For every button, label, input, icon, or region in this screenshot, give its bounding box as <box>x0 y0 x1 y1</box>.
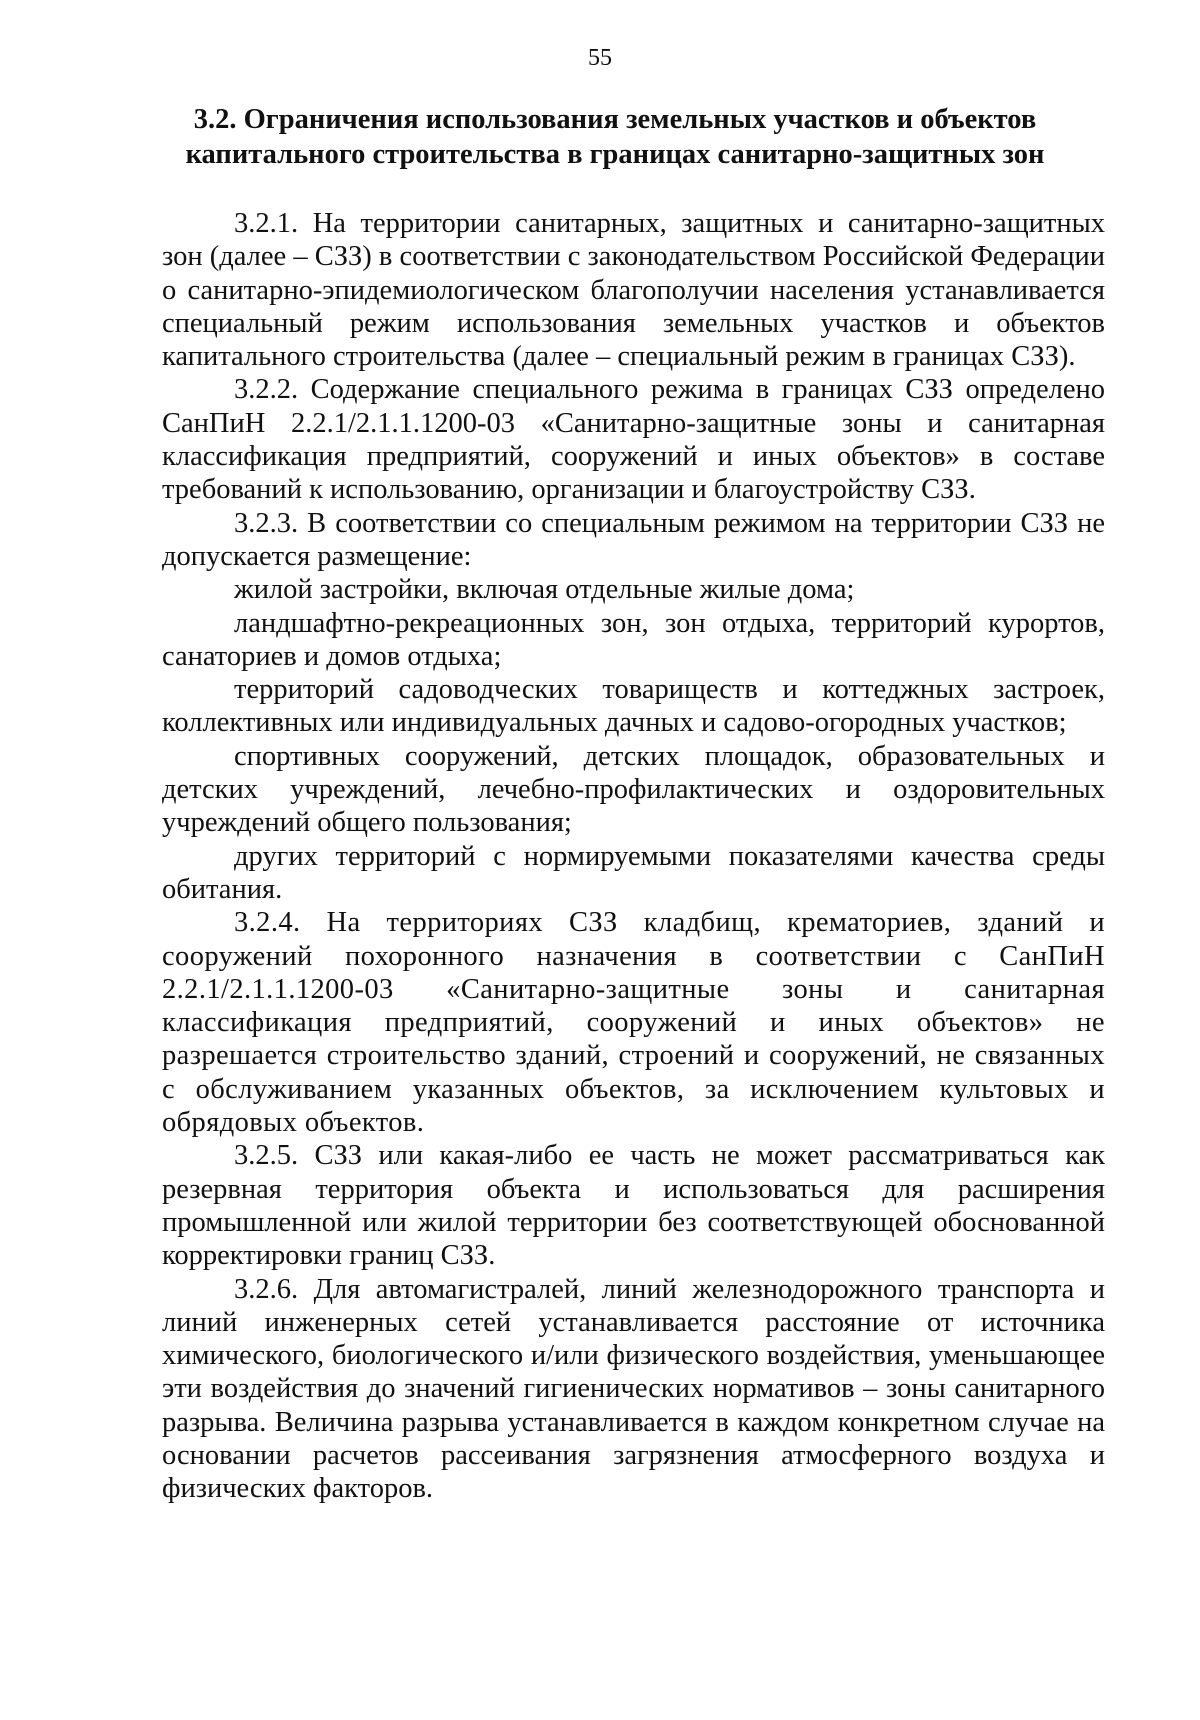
section-heading: 3.2. Ограничения использования земельных участков и объектов капитального строительства в границах санитарно-защитных зон <box>185 104 1045 170</box>
paragraph-3-2-3: 3.2.3. В соответствии со специальным режимом на территории СЗЗ не допускается размещение: <box>162 507 1105 572</box>
list-item-gardening: территорий садоводческих товариществ и коттеджных застроек, коллективных или индивидуальных дачных и садово-огородных участков; <box>162 674 1105 739</box>
list-item-residential: жилой застройки, включая отдельные жилые дома; <box>234 574 855 606</box>
paragraph-3-2-1: 3.2.1. На территории санитарных, защитных и санитарно-защитных зон (далее – СЗЗ) в соответствии с законодательством Российской Федерации о санитарно-эпидемиологическом благополучии населения устанавливается специальный режим использования земельных участков и объектов капитального строительства (далее – специальный режим в границах СЗЗ). <box>162 208 1105 373</box>
paragraph-3-2-2: 3.2.2. Содержание специального режима в границах СЗЗ определено СанПиН 2.2.1/2.1.1.1200-03 «Санитарно-защитные зоны и санитарная классификация предприятий, сооружений и иных объектов» в составе требований к использованию, организации и благоустройству СЗЗ. <box>162 374 1105 506</box>
paragraph-3-2-4: 3.2.4. На территориях СЗЗ кладбищ, крематориев, зданий и сооружений похоронного назначения в соответствии с СанПиН 2.2.1/2.1.1.1200-03 «Санитарно-защитные зоны и санитарная классификация предприятий, сооружений и иных объектов» не разрешается строительство зданий, строений и сооружений, не связанных с обслуживанием указанных объектов, за исключением культовых и обрядовых объектов. <box>162 907 1105 1139</box>
paragraph-3-2-6: 3.2.6. Для автомагистралей, линий железнодорожного транспорта и линий инженерных сетей устанавливается расстояние от источника химического, биологического и/или физического воздействия, уменьшающее эти воздействия до значений гигиенических нормативов – зоны санитарного разрыва. Величина разрыва устанавливается в каждом конкретном случае на основании расчетов рассеивания загрязнения атмосферного воздуха и физических факторов. <box>162 1273 1105 1505</box>
list-item-other-territories: других территорий с нормируемыми показателями качества среды обитания. <box>162 840 1105 905</box>
paragraph-3-2-5: 3.2.5. СЗЗ или какая-либо ее часть не может рассматриваться как резервная территория объекта и использоваться для расширения промышленной или жилой территории без соответствующей обоснованной корректировки границ СЗЗ. <box>162 1140 1105 1272</box>
list-item-recreational: ландшафтно-рекреационных зон, зон отдыха, территорий курортов, санаториев и домов отдыха; <box>162 607 1105 672</box>
list-item-sports-children: спортивных сооружений, детских площадок, образовательных и детских учреждений, лечебно-профилактических и оздоровительных учреждений общего пользования; <box>162 740 1105 839</box>
page-number: 55 <box>588 45 612 71</box>
body-text <box>162 207 1105 1506</box>
